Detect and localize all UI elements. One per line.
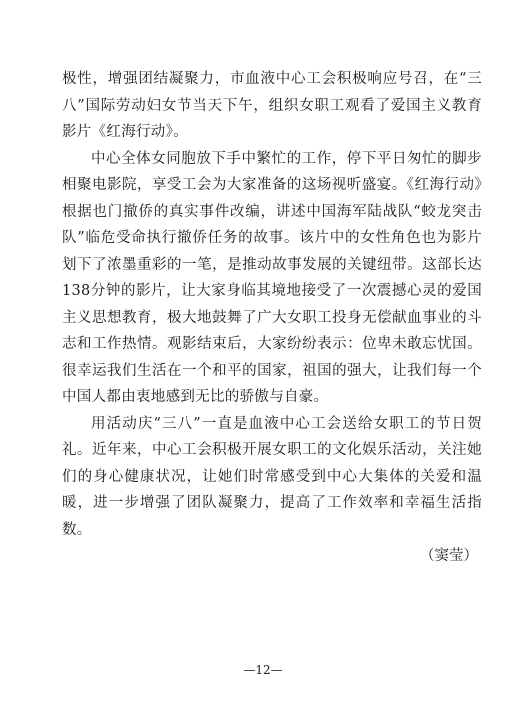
article-body [62,66,482,570]
page-number: —12— [243,663,283,677]
author-signature: （窦莹） [420,548,478,564]
paragraph-conclusion: 用活动庆“三八”一直是血液中心工会送给女职工的节日贺礼。近年来，中心工会积极开展女职工的文化娱乐活动，关注她们的身心健康状况，让她们时常感受到中心大集体的关爱和温暖，进一步增强了团队凝聚力，提高了工作效率和幸福生活指数。 [62,415,482,538]
paragraph-continued: 极性，增强团结凝聚力，市血液中心工会积极响应号召，在“三八”国际劳动妇女节当天下午，组织女职工观看了爱国主义教育影片《红海行动》。 [62,71,482,140]
paragraph-screening: 中心全体女同胞放下手中繁忙的工作，停下平日匆忙的脚步相聚电影院，享受工会为大家准备的这场视听盛宴。《红海行动》根据也门撤侨的真实事件改编，讲述中国海军陆战队“蛟龙突击队”临危受命执行撤侨任务的故事。该片中的女性角色也为影片划下了浓墨重彩的一笔，是推动故事发展的关键纽带。这部长达138分钟的影片，让大家身临其境地接受了一次震撼心灵的爱国主义思想教育，极大地鼓舞了广大女职工投身无偿献血事业的斗志和工作热情。观影结束后，大家纷纷表示：位卑未敢忘忧国。很幸运我们生活在一个和平的国家，祖国的强大，让我们每一个中国人都由衷地感到无比的骄傲与自豪。 [62,150,482,405]
